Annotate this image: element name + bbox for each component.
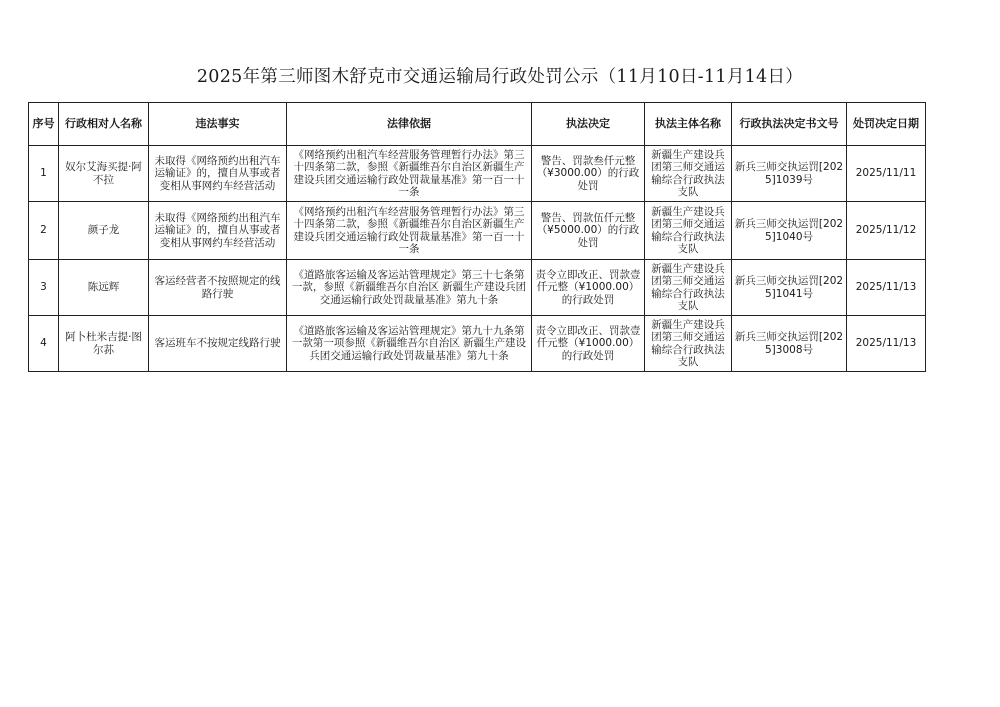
header-decision: 执法决定 (532, 103, 645, 146)
party-cell: 阿卜杜米吉提·图尔荪 (59, 316, 149, 372)
party-cell: 颜子龙 (59, 202, 149, 260)
doc-no-cell: 新兵三师交执运罚[2025]1040号 (732, 202, 847, 260)
seq-cell: 1 (29, 146, 59, 202)
decision-cell: 责令立即改正、罚款壹仟元整（¥1000.00）的行政处罚 (532, 260, 645, 316)
violation-cell: 客运经营者不按照规定的线路行驶 (149, 260, 287, 316)
table-row (29, 260, 926, 316)
date-cell: 2025/11/11 (847, 146, 926, 202)
decision-cell: 警告、罚款伍仟元整（¥5000.00）的行政处罚 (532, 202, 645, 260)
decision-cell: 责令立即改正、罚款壹仟元整（¥1000.00）的行政处罚 (532, 316, 645, 372)
party-cell: 陈远辉 (59, 260, 149, 316)
table-row (29, 202, 926, 260)
date-cell: 2025/11/13 (847, 316, 926, 372)
date-cell: 2025/11/12 (847, 202, 926, 260)
header-row (29, 103, 926, 146)
date-cell: 2025/11/13 (847, 260, 926, 316)
violation-cell: 客运班车不按规定线路行驶 (149, 316, 287, 372)
agency-cell: 新疆生产建设兵团第三师交通运输综合行政执法支队 (645, 202, 732, 260)
doc-no-cell: 新兵三师交执运罚[2025]1041号 (732, 260, 847, 316)
table-row (29, 316, 926, 372)
violation-cell: 未取得《网络预约出租汽车运输证》的，擅自从事或者变相从事网约车经营活动 (149, 202, 287, 260)
agency-cell: 新疆生产建设兵团第三师交通运输综合行政执法支队 (645, 146, 732, 202)
header-basis: 法律依据 (287, 103, 532, 146)
header-agency: 执法主体名称 (645, 103, 732, 146)
basis-cell: 《道路旅客运输及客运站管理规定》第三十七条第一款，参照《新疆维吾尔自治区 新疆生产建设兵团交通运输行政处罚裁量基准》第九十条 (287, 260, 532, 316)
header-doc-no: 行政执法决定书文号 (732, 103, 847, 146)
basis-cell: 《道路旅客运输及客运站管理规定》第九十九条第一款第一项参照《新疆维吾尔自治区 新疆生产建设兵团交通运输行政处罚裁量基准》第九十条 (287, 316, 532, 372)
seq-cell: 2 (29, 202, 59, 260)
page-title: 2025年第三师图木舒克市交通运输局行政处罚公示（11月10日-11月14日） (196, 67, 804, 87)
header-violation: 违法事实 (149, 103, 287, 146)
agency-cell: 新疆生产建设兵团第三师交通运输综合行政执法支队 (645, 316, 732, 372)
header-seq: 序号 (29, 103, 59, 146)
table-row (29, 146, 926, 202)
doc-no-cell: 新兵三师交执运罚[2025]3008号 (732, 316, 847, 372)
basis-cell: 《网络预约出租汽车经营服务管理暂行办法》第三十四条第二款，参照《新疆维吾尔自治区新疆生产建设兵团交通运输行政处罚裁量基准》第一百一十一条 (287, 202, 532, 260)
basis-cell: 《网络预约出租汽车经营服务管理暂行办法》第三十四条第二款，参照《新疆维吾尔自治区新疆生产建设兵团交通运输行政处罚裁量基准》第一百一十一条 (287, 146, 532, 202)
header-date: 处罚决定日期 (847, 103, 926, 146)
doc-no-cell: 新兵三师交执运罚[2025]1039号 (732, 146, 847, 202)
seq-cell: 3 (29, 260, 59, 316)
header-party: 行政相对人名称 (59, 103, 149, 146)
penalty-table (28, 102, 926, 372)
seq-cell: 4 (29, 316, 59, 372)
agency-cell: 新疆生产建设兵团第三师交通运输综合行政执法支队 (645, 260, 732, 316)
violation-cell: 未取得《网络预约出租汽车运输证》的，擅自从事或者变相从事网约车经营活动 (149, 146, 287, 202)
party-cell: 奴尔艾海买提·阿不拉 (59, 146, 149, 202)
decision-cell: 警告、罚款叁仟元整（¥3000.00）的行政处罚 (532, 146, 645, 202)
